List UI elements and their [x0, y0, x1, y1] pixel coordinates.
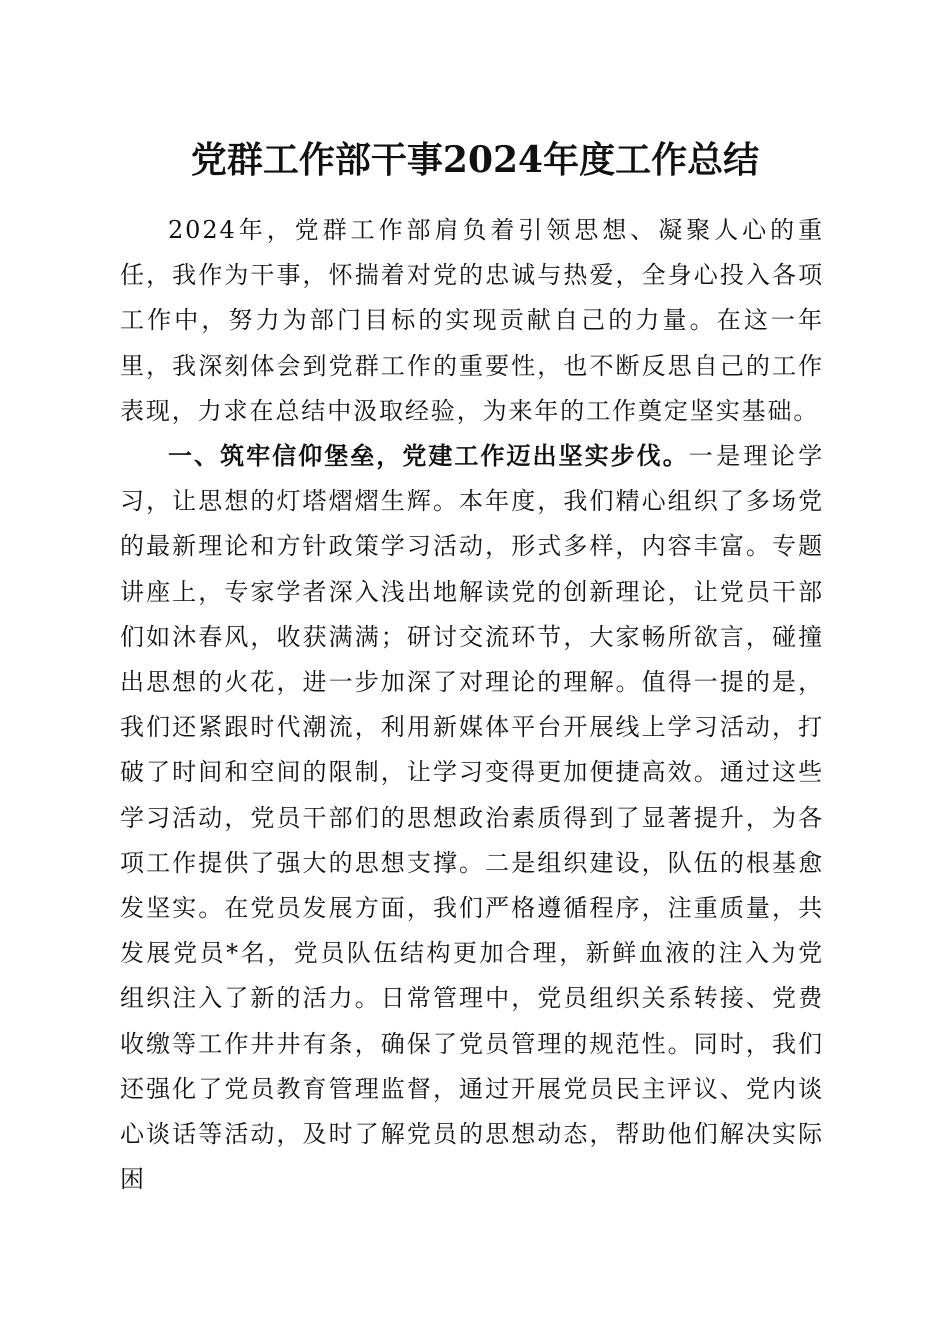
paragraph-text: 2024年，党群工作部肩负着引领思想、凝聚人心的重任，我作为干事，怀揣着对党的忠诚与热爱，全身心投入各项工作中，努力为部门目标的实现贡献自己的力量。在这一年里，我深刻体会到党群工作的重要性，也不断反思自己的工作表现，力求在总结中汲取经验，为来年的工作奠定坚实基础。 [120, 216, 824, 425]
document-title: 党群工作部干事2024年度工作总结 [190, 139, 760, 181]
section-heading: 一、筑牢信仰堡垒，党建工作迈出坚实步伐。 [168, 442, 689, 471]
paragraph-text: 一是理论学习，让思想的灯塔熠熠生辉。本年度，我们精心组织了多场党的最新理论和方针政策学习活动，形式多样，内容丰富。专题讲座上，专家学者深入浅出地解读党的创新理论，让党员干部们如沐春风，收获满满；研讨交流环节，大家畅所欲言，碰撞出思想的火花，进一步加深了对理论的理解。值得一提的是，我们还紧跟时代潮流，利用新媒体平台开展线上学习活动，打破了时间和空间的限制，让学习变得更加便捷高效。通过这些学习活动，党员干部们的思想政治素质得到了显著提升，为各项工作提供了强大的思想支撑。二是组织建设，队伍的根基愈发坚实。在党员发展方面，我们严格遵循程序，注重质量，共发展党员*名，党员队伍结构更加合理，新鲜血液的注入为党组织注入了新的活力。日常管理中，党员组织关系转接、党费收缴等工作井井有条，确保了党员管理的规范性。同时，我们还强化了党员教育管理监督，通过开展党员民主评议、党内谈心谈话等活动，及时了解党员的思想动态，帮助他们解决实际困 [120, 442, 824, 1194]
document-body [120, 208, 824, 1202]
intro-paragraph [120, 208, 824, 434]
section-one-paragraph [120, 434, 824, 1202]
